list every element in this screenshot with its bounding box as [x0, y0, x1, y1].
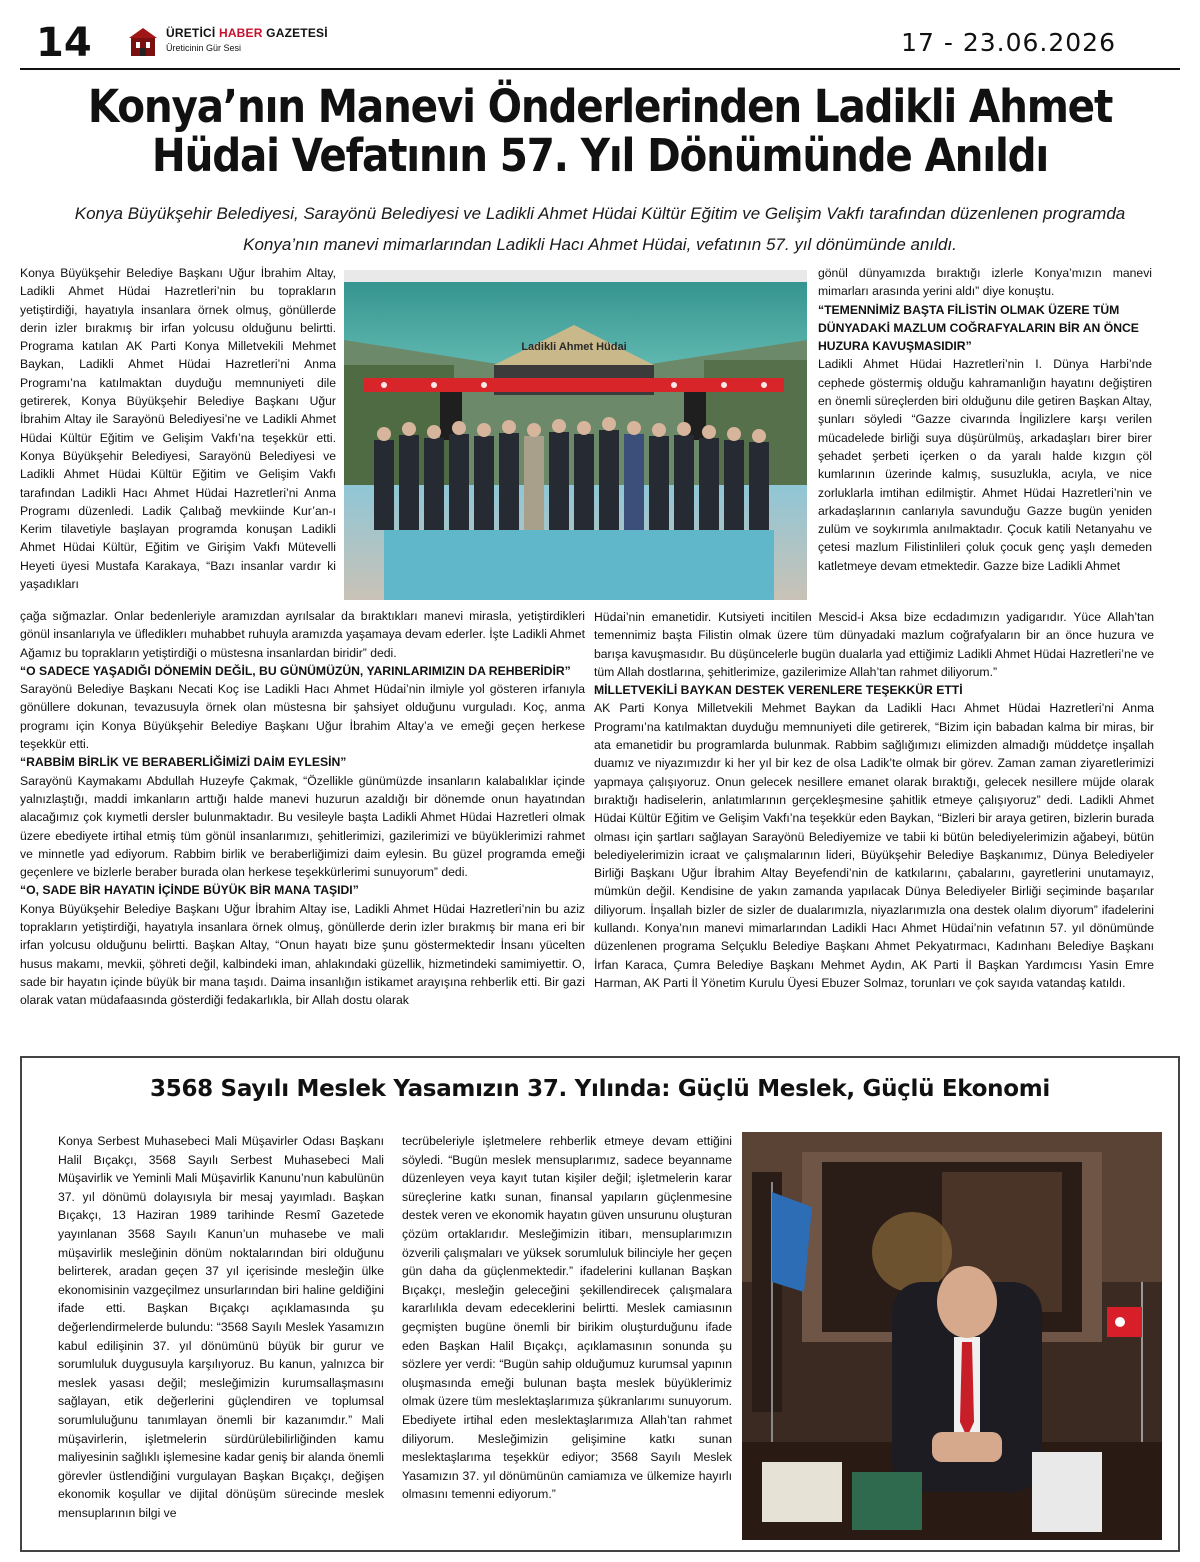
headline-line-1: Konya’nın Manevi Önderlerinden Ladikli Ahmet: [87, 80, 1113, 133]
brand-word-1: ÜRETİCİ: [166, 26, 216, 40]
brand-name: [166, 26, 328, 40]
body-paragraph: Konya Büyükşehir Belediye Başkanı Uğur İbrahim Altay ise, Ladikli Ahmet Hüdai Hazretleri’nin bu aziz toprakların yetiştirdiği, hayatıyla insanlara örnek olmuş, gönüllerde derin izler bırakmış bir mana eri bir irfan yolcusu olduğunu belirtti. Başkan Altay, “Onun hayatı bize şunu göstermektedir İnsanı yücelten husus makamı, mevkii, şöhreti değil, kalbindeki iman, ahlakındaki güzellik, hizmetindeki samimiyettir. O, sade bir hayatın içinde büyük bir mana taşıdı. Daima insanlığın istikamet arayışına rehberlik etti. Bir gazi olarak vatan müdafaasında gösterdiği fedakarlıkla, bir Allah dostu olarak: [20, 901, 585, 1008]
article-headline: [20, 82, 1180, 180]
body-paragraph: Ladikli Ahmet Hüdai Hazretleri’nin I. Dünya Harbi’nde cephede göstermiş olduğu kahramanlığın hayatını değiştiren en önemli süreçlerden biri olduğunu dile getiren Başkan Altay, şunları söyledi “Gazze civarında İngilizlere karşı verilen mücadelede birliği suya düşürülmüş, arkadaşları birer birer şehadet şerbeti içerken o da yaralı halde kızgın çöl kumlarının üzerinde kalmış, susuzlukla, acıyla, ve nice zorluklarla imtihan edilmiştir. Ahmet Hüdai Hazretleri’nin ve arkadaşlarının canlarıyla savunduğu Gazze bugün yeniden zulüm ve soykırımla anılmaktadır. Çocuk katili Netanyahu ve çetesi mazlum Filistinlileri çoluk çocuk genç yaşlı demeden katletmeye devam etmektedir. Gazze bize Ladikli Ahmet: [818, 357, 1152, 573]
second-article-headline: 3568 Sayılı Meslek Yasamızın 37. Yılında: Güçlü Meslek, Güçlü Ekonomi: [150, 1076, 1050, 1102]
office-portrait-photo: [742, 1132, 1162, 1540]
section-subheading: “TEMENNİMİZ BAŞTA FİLİSTİN OLMAK ÜZERE TÜM DÜNYADAKİ MAZLUM COĞRAFYALARIN BİR AN ÖNCE HUZURA KAVUŞMASIDIR”: [818, 302, 1139, 354]
section-subheading: “RABBİM BİRLİK VE BERABERLİĞİMİZİ DAİM EYLESİN”: [20, 755, 347, 770]
ceremony-group-photo: [344, 270, 807, 600]
body-paragraph: gönül dünyamızda bıraktığı izlerle Konya’mızın manevi mimarları arasında yerini aldı” diye konuştu.: [818, 266, 1152, 299]
article-column-lower-left: [20, 607, 585, 1010]
body-paragraph: Sarayönü Kaymakamı Abdullah Huzeyfe Çakmak, “Özellikle günümüzde insanların kalabalıklar içinde yalnızlaştığı, maddi imkanların arttığı halde manevi huzurun azaldığı bir dönemde onun hayatından alacağımız çok kıymetli dersler bulunmaktadır. Bu vesileyle başta Ladikli Ahmet Hüdai Hazretleri olmak üzere ebediyete irtihal etmiş tüm gönül insanlarımızı, şehitlerimizi, gazilerimizi ve büyüklerimizi rahmet ve minnetle yad ediyorum. Rabbim birlik ve beraberliğimizi daim eylesin. Bu güzel programda emeği geçenlere ve bizlerle beraber burada olan herkese teşekkürlerimi sunuyorum” dedi.: [20, 773, 585, 880]
body-paragraph: Sarayönü Belediye Başkanı Necati Koç ise Ladikli Hacı Ahmet Hüdai’nin ilmiyle yol gösteren irfanıyla gönüllere dokunan, tevazusuyla örnek olan müstesna bir şahsiyet olduğunu vurguladı. Koç, anma programı için Konya Büyükşehir Belediye Başkanı Uğur İbrahim Altay’a ve emeği geçen herkese teşekkür etti.: [20, 682, 585, 752]
body-paragraph: çağa sığmazlar. Onlar bedenleriyle aramızdan ayrılsalar da bıraktıkları manevi mirasla, yetiştirdikleri gönül insanlarıyla ve üflediklerı muhabbet ruhuyla aramızda yaşamaya devam ederler. İşte Ladikli Ahmet Ağamız bu toprakların yetiştirdiği o müstesna insanlardan biridir” dedi.: [20, 609, 585, 660]
issue-date: 17 - 23.06.2026: [901, 28, 1116, 57]
section-subheading: “O, SADE BİR HAYATIN İÇİNDE BÜYÜK BİR MANA TAŞIDI”: [20, 883, 359, 898]
photo-banner-text: Ladikli Ahmet Hüdai: [521, 341, 627, 353]
newspaper-logo-icon: [128, 26, 158, 58]
article-column-right: [818, 264, 1152, 575]
second-article-column-left: [58, 1132, 384, 1522]
body-paragraph: Hüdai’nin emanetidir. Kutsiyeti incitilen Mescid-i Aksa bize ecdadımızın yadigarıdır. Yüce Allah’tan temennimiz başta Filistin olmak üzere tüm dünyadaki mazlum coğrafyaların bir an önce huzura ve barışa kavuşmasıdır. Bu düşüncelerle bugün dualarla yad ettiğimiz Ladikli Ahmet Hüdai Hazretleri’ne ve tüm Allah dostlarına, şehitlerimize, gazilerimize Allah’tan rahmet diliyorum.”: [594, 610, 1154, 679]
brand-slogan: Üreticinin Gür Sesi: [166, 43, 242, 53]
masthead-bar: [20, 20, 1180, 66]
body-paragraph: AK Parti Konya Milletvekili Mehmet Baykan da Ladikli Hacı Ahmet Hüdai Hazretleri’ni Anma Programı’na katılmaktan duyduğu memnuniyeti dile getirerek, “Bizim için babadan kalma bir miras, bir ata emanetidir bu programlarda bulunmak. Rabbim sağlığımızı elimizden almadığı müddetçe inşallah duamız ve niyazımızdır ki her yıl bir kez de olsa Ladik’te olmak bir görev. Zaman zaman ziyaretlerimizi yapmaya çalışıyoruz. Onun gelecek nesillere emanet olarak bıraktığı, gelecek nesillere müjde olarak bıraktığı hadiselerin, anlatımlarının gerçekleşmesine şahitlik etmeye çalışıyoruz” dedi. Ladikli Ahmet Hüdai Kültür Eğitim ve Gelişim Vakfı’na teşekkür eden Baykan, “Bizleri bir araya getiren, bizlerin burada olması için şartları sağlayan Sarayönü Belediyemize ve tabii ki bütün belediyelerimizin ağabeyi, bütün belediyelerimizin icraat ve çalışmalarının lideri, Büyükşehir Belediye Başkanımız, Dünya Belediyeler Birliği Başkanı Uğur İbrahim Altay Beyefendi’nin de katkılarını, çabalarını, gayretlerini unutamayız, mümkün değil. Kendisine de yakın zamanda yapılacak Dünya Belediyeler Birliği seçiminde başarılar diliyorum. İnşallah bizler de sizler de dualarımızla, niyazlarımızla ona destek olalım diyorum” ifadelerini kullandı. Konya’nın manevi mimarlarından Ladikli Hacı Ahmet Hüdai’nin vefatının 57. yıl dönümünde düzenlenen programa Selçuklu Belediye Başkanı Ahmet Pekyatırmacı, Kadınhanı Belediye Başkanı İrfan Karaca, Çumra Belediye Başkanı Mehmet Aydın, AK Parti İl Başkan Yardımcısı Yasin Emre Harman, AK Parti İl Yönetim Kurulu Üyesi Ebuzer Solmaz, torunları ve çok sayıda vatandaş katıldı.: [594, 701, 1154, 990]
headline-line-2: Hüdai Vefatının 57. Yıl Dönümünde Anıldı: [151, 129, 1049, 182]
deck-line-2: Konya’nın manevi mimarlarından Ladikli Hacı Ahmet Hüdai, vefatının 57. yıl dönümünde anıldı.: [243, 235, 957, 254]
second-article-column-middle: [402, 1132, 732, 1504]
body-paragraph: Konya Büyükşehir Belediye Başkanı Uğur İbrahim Altay, Ladikli Ahmet Hüdai Hazretleri’nin bu toprakların yetiştirdiği, hayatıyla insanlara örnek olmuş, gönüllerde derin izler bırakmış bir irfan yolcusu olduğunu belirtti. Programa katılan AK Parti Konya Milletvekili Mehmet Baykan, Ladikli Ahmet Hüdai Hazretleri’ni Anma Programı’na katılmaktan duyduğu memnuniyeti dile getirerek, Konya Büyükşehir Belediye Başkanı Uğur İbrahim Altay ile Sarayönü Belediyesi’ne ve Ladikli Ahmet Hüdai Kültür Eğitim ve Gelişim Vakfı’na teşekkür etti. Konya Büyükşehir Belediyesi, Sarayönü Belediyesi ve Ladikli Ahmet Hüdai Kültür Eğitim ve Gelişim Vakfı tarafından Ladikli Hacı Ahmet Hüdai Hazretleri’ni Anma Programı düzenledi. Ladik Çalıbağ mevkiinde Kur’an-ı Kerim tilavetiyle başlayan programda konuşan Ladikli Ahmet Hüdai Kültür, Eğitim ve Girişim Vakfı Mütevelli Heyeti üyesi Mustafa Karakaya, “Bazı insanlar vardır ki yaşadıkları: [20, 266, 336, 592]
deck-line-1: Konya Büyükşehir Belediyesi, Sarayönü Belediyesi ve Ladikli Ahmet Hüdai Kültür Eğitim ve Gelişim Vakfı tarafından düzenlenen programda: [74, 204, 1126, 223]
body-paragraph: tecrübeleriyle işletmelere rehberlik etmeye devam ettiğini söyledi. “Bugün meslek mensuplarımız, sadece beyanname düzenleyen veya kayıt tutan kişiler değil; işletmelerin karar süreçlerine katkı sunan, finansal yapıların güçlenmesine destek veren ve ekonomik hayatın güven unsurunu oluşturan çözüm ortaklarıdır. Mesleğimizin itibarı, mensuplarımızın özverili çalışmaları ve yüksek sorumluluk bilinciyle her geçen gün daha da güçlenmektedir.” ifadelerini kullanan Başkan Bıçakçı, mesleğin geleceğini şekillendirecek çalışmalara kararlılıkla devam edeceklerini belirtti. Meslek camiasının geçmişten bugüne önemli bir birikim oluşturduğunu ifade eden Başkan Halil Bıçakçı, açıklamasının sonunda şu sözlere yer verdi: “Bugün sahip olduğumuz kurumsal yapının oluşmasında emeği bulunan başta meslek büyüklerimiz olmak üzere tüm meslektaşlarımıza şükranlarımı sunuyorum. Ebediyete irtihal eden meslektaşlarımıza Allah’tan rahmet diliyorum. Mesleğimizin gelişimine katkı sunan meslektaşlarıma teşekkür ediyor; 3568 Sayılı Meslek Yasamızın 37. yıl dönümünün camiamıza ve ülkemize hayırlı olmasını temenni ediyorum.”: [402, 1134, 732, 1502]
header-divider: [20, 68, 1180, 70]
brand-word-2: HABER: [218, 26, 263, 40]
body-paragraph: Konya Serbest Muhasebeci Mali Müşavirler Odası Başkanı Halil Bıçakçı, 3568 Sayılı Serbest Muhasebeci Mali Müşavirlik ve Yeminli Mali Müşavirlik Kanunu’nun kabulünün 37. yıl dönümü dolayısıyla bir mesaj yayımladı. Başkan Bıçakçı, 13 Haziran 1989 tarihinde Resmî Gazetede yayınlanan 3568 Sayılı Kanun’un muhasebe ve mali müşavirlik mesleğinin dönüm noktalarından biri olduğunu belirterek, aradan geçen 37 yıl içerisinde mesleğin ülke ekonomisinin vazgeçilmez unsurlarından biri haline geldiğini ifade etti. Başkan Bıçakçı açıklamasında şu değerlendirmelerde bulundu: “3568 Sayılı Meslek Yasamızın kabul edilişinin 37. yıl dönümünü büyük bir gurur ve sorumluluk duygusuyla karşılıyoruz. Bu kanun, yalnızca bir meslek yasası değil; mesleğimizin kurumsallaşmasını sağlayan, etik değerlerini güçlendiren ve toplumsal sorumluluğunu tanımlayan önemli bir kazanımdır.” Mali müşavirlerin, işletmelerin sürdürülebilirliğinden kamu maliyesinin sağlıklı işlemesine kadar geniş bir alanda önemli görevler üstlendiğini vurgulayan Başkan Bıçakçı, değişen ekonomik koşullar ve dijital dönüşüm sürecinde meslek mensuplarının bilgi ve: [58, 1134, 384, 1520]
section-subheading: MİLLETVEKİLİ BAYKAN DESTEK VERENLERE TEŞEKKÜR ETTİ: [594, 683, 963, 698]
brand-word-3: GAZETESİ: [266, 26, 328, 40]
section-subheading: “O SADECE YAŞADIĞI DÖNEMİN DEĞİL, BU GÜNÜMÜZÜN, YARINLARIMIZIN DA REHBERİDİR”: [20, 663, 571, 678]
article-column-left: [20, 264, 336, 593]
page-number: 14: [36, 20, 92, 66]
article-column-lower-right: [594, 608, 1154, 992]
article-deck: [20, 198, 1180, 260]
